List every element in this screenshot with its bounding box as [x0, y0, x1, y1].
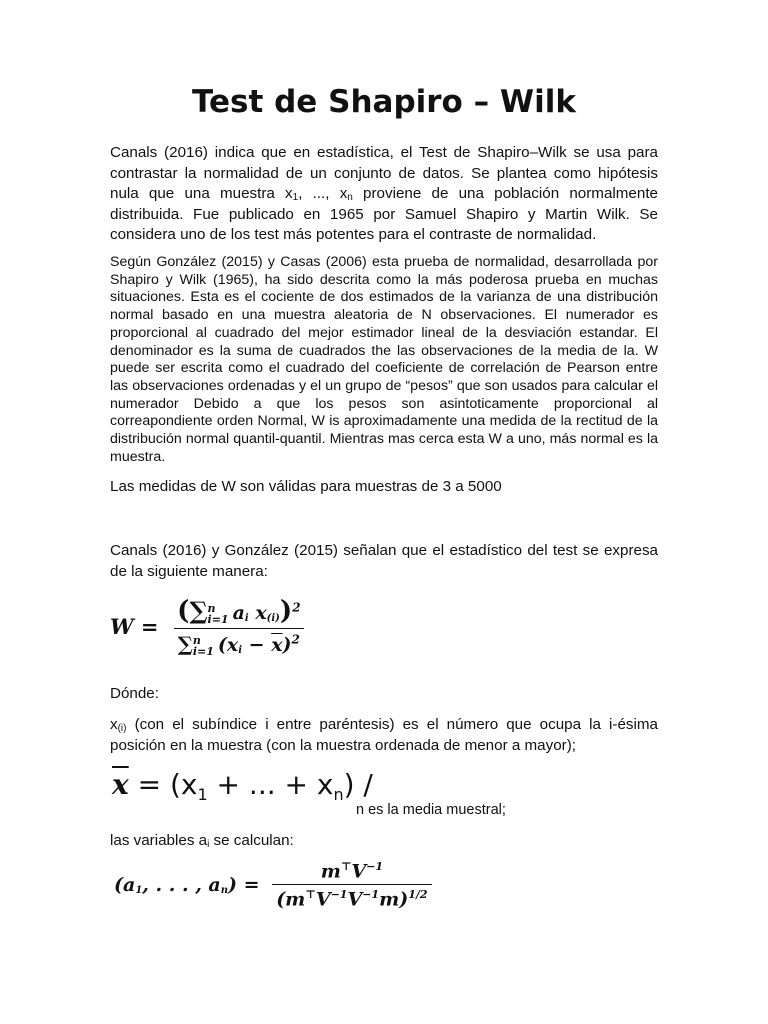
den-xbar: $\overline{x}$ — [271, 634, 283, 656]
den-body: (x — [217, 634, 239, 656]
mean-subn: n — [333, 785, 344, 804]
a-lhs-close: ) = — [228, 874, 260, 897]
x-text: x — [110, 716, 118, 733]
x-symbol: x — [255, 602, 267, 624]
a-num-transpose: ⊤ — [340, 860, 352, 873]
a-fraction — [272, 860, 431, 911]
mean-sub1: 1 — [197, 785, 208, 804]
intro-sub-1: 1 — [292, 192, 299, 204]
a-denominator — [272, 884, 431, 910]
sum-lower: i=1 — [207, 613, 229, 626]
a-lhs-mid: , . . . , a — [142, 874, 221, 897]
den-sub: i — [238, 645, 243, 656]
sum-lower: i=1 — [192, 645, 214, 658]
mean-tail: ) / — [343, 768, 373, 801]
a-num-v-exp: −1 — [366, 860, 383, 873]
sum-upper: n — [192, 634, 201, 647]
a-den-exp: 1/2 — [408, 888, 428, 902]
a-den-m: (m — [276, 888, 306, 911]
w-denominator — [174, 628, 304, 657]
w-numerator — [173, 596, 304, 628]
x-sub: (i) — [117, 723, 127, 734]
a-num-m: m — [320, 860, 341, 883]
intro-sub-n: n — [347, 192, 353, 204]
a-sub: i — [244, 613, 249, 624]
a-lhs — [114, 874, 260, 896]
w-fraction — [173, 596, 304, 657]
mean-xbar: $\overline{x}$ — [112, 768, 129, 801]
description-paragraph: Según González (2015) y Casas (2006) esta prueba de normalidad, desarrollada por Shapiro y Wilk (1965), ha sido descrita como la más poderosa prueba en muchas situaciones. Esta es el cociente de dos estimados de la varianza de una distribución normal basado en una muestra aleatoria de N observaciones. El numerador es proporcional al cuadrado del mejor estimador lineal de la desviación estandar. El denominador es la suma de cuadrados the las observaciones de la media de la. W puede ser escrita como el cuadrado del coeficiente de correlación de Pearson entre las observaciones ordenadas y el un grupo de “pesos” que son usados para calcular el numerador Debido a que los pesos son asintoticamente proporcional al correapondiente orden Normal, W is aproximadamente una medida de la rectitud de la distribución normal quantil-quantil. Mientras mas cerca esta W a uno, más normal es la muestra. — [110, 254, 658, 465]
x-definition-text: (con el subíndice i entre paréntesis) es el número que ocupa la i-ésima posición en la muestra (con la muestra ordenada de menor a mayor); — [110, 716, 658, 754]
intro-paragraph — [110, 143, 658, 246]
a-lhs-open: (a — [114, 874, 136, 897]
sample-size-note: Las medidas de W son válidas para muestras de 3 a 5000 — [110, 478, 502, 495]
a-den-v2-exp: −1 — [362, 888, 380, 902]
w-lhs: W = — [110, 614, 159, 639]
sum-symbol: ∑ — [189, 596, 208, 625]
a-coefficients-formula — [114, 860, 432, 911]
num-exponent: 2 — [292, 600, 301, 615]
a-vars-after: se calculan: — [209, 832, 294, 849]
page-title: Test de Shapiro – Wilk — [192, 84, 576, 120]
intro-text-2: , ..., x — [298, 185, 348, 203]
a-num-v: V — [351, 860, 367, 883]
w-statistic-formula — [110, 596, 305, 657]
statistic-intro-paragraph: Canals (2016) y González (2015) señalan que el estadístico del test se expresa de la siguiente manera: — [110, 542, 658, 580]
den-close: ) — [282, 634, 292, 656]
paren-open: ( — [177, 596, 190, 626]
a-lhs-subn: n — [220, 885, 229, 897]
a-vars-before: las variables a — [110, 832, 208, 849]
a-variables-text — [110, 831, 294, 851]
den-exponent: 2 — [291, 632, 300, 647]
sum-upper: n — [207, 602, 216, 615]
donde-label: Dónde: — [110, 685, 159, 702]
a-den-v1: V — [315, 888, 331, 911]
sum-symbol: ∑ — [177, 632, 193, 656]
x-sub: (i) — [266, 613, 280, 624]
mean-mid: + ... + x — [207, 768, 334, 801]
mean-formula — [112, 768, 373, 804]
a-den-v1-exp: −1 — [330, 888, 348, 902]
x-i-definition — [110, 715, 658, 756]
paren-close: ) — [279, 596, 293, 626]
sum-limits — [208, 603, 229, 625]
intro-text-1: Canals (2016) indica que en estadística, el Test de Shapiro–Wilk se usa para contrastar la normalidad de un conjunto de datos. Se plantea como hipótesis nula que una muestra x — [110, 144, 658, 203]
mean-rest: = (x — [137, 768, 198, 801]
den-minus: − — [242, 634, 272, 656]
a-numerator — [317, 860, 387, 884]
a-symbol: a — [232, 602, 245, 624]
a-vars-sub: i — [207, 839, 210, 850]
sum-limits — [193, 635, 214, 657]
mean-caption: n es la media muestral; — [356, 802, 506, 818]
a-den-m-close: m) — [379, 888, 409, 911]
a-den-v2: V — [347, 888, 363, 911]
intro-text-3: proviene de una población normalmente distribuida. Fue publicado en 1965 por Samuel Shapiro y Martin Wilk. Se considera uno de los test más potentes para el contraste de normalidad. — [110, 185, 658, 244]
a-lhs-sub1: 1 — [135, 885, 143, 897]
a-den-transpose: ⊤ — [305, 888, 316, 902]
